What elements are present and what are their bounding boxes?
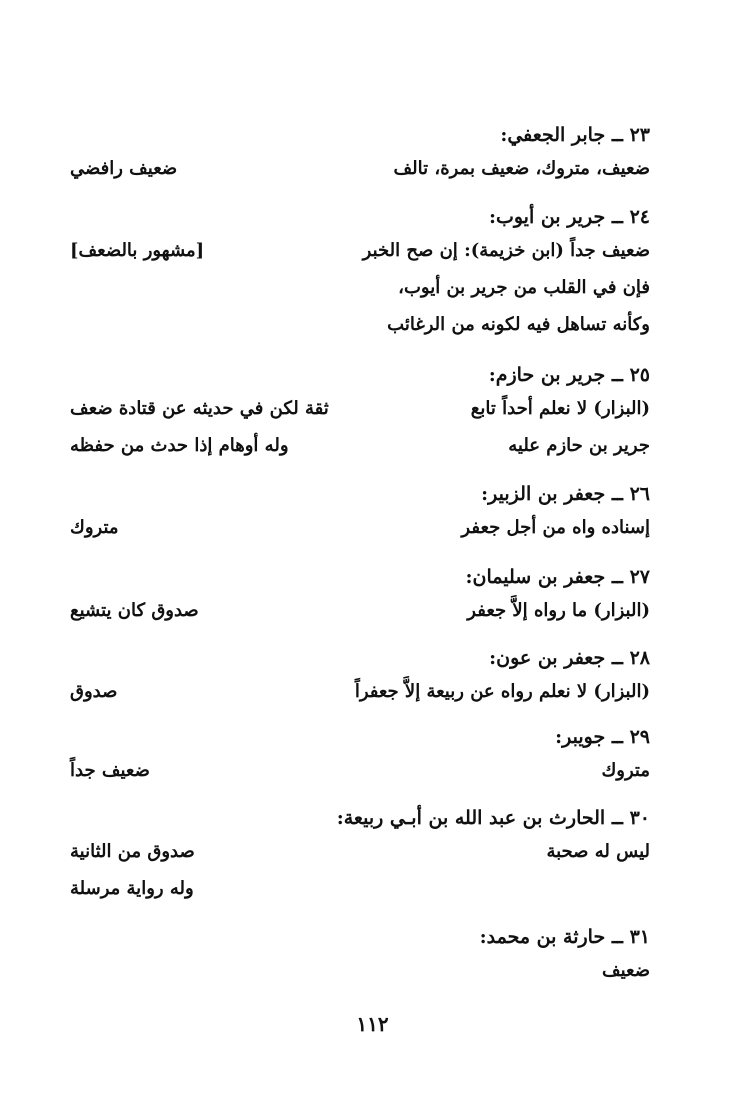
entry-grade: صدوق xyxy=(70,681,118,702)
entry-text: (البزار) ما رواه إلاَّ جعفر xyxy=(467,600,650,621)
entry-row xyxy=(70,954,650,991)
entry-heading: ٢٤ ــ جرير بن أيوب: xyxy=(488,206,650,228)
entry-text: متروك xyxy=(601,760,650,781)
narrator-entry xyxy=(70,200,650,345)
entry-grade: ضعيف جداً xyxy=(70,760,150,781)
entry-grade: وله أوهام إذا حدث من حفظه xyxy=(70,435,289,456)
entry-grade: صدوق من الثانية xyxy=(70,841,195,862)
entry-text: ضعيف، متروك، ضعيف بمرة، تالف xyxy=(393,158,650,179)
narrator-entry xyxy=(70,920,650,991)
entry-row xyxy=(70,392,650,429)
entry-row xyxy=(70,675,650,712)
entry-heading: ٢٧ ــ جعفر بن سليمان: xyxy=(465,566,650,588)
entry-row xyxy=(70,308,650,345)
entry-row xyxy=(70,594,650,631)
narrator-entry xyxy=(70,358,650,466)
narrator-entry xyxy=(70,477,650,548)
entry-heading: ٣١ ــ حارثة بن محمد: xyxy=(479,926,650,948)
entry-text: إسناده واه من أجل جعفر xyxy=(461,517,650,538)
entry-grade: متروك xyxy=(70,517,119,538)
entry-row xyxy=(70,234,650,271)
entry-text: (البزار) لا نعلم رواه عن ربيعة إلاَّ جعفراً xyxy=(354,681,650,702)
entry-row xyxy=(70,835,650,872)
narrator-entry xyxy=(70,720,650,791)
entry-heading: ٢٥ ــ جرير بن حازم: xyxy=(488,364,650,386)
entry-grade: ضعيف رافضي xyxy=(70,158,178,179)
entry-row xyxy=(70,271,650,308)
entry-row xyxy=(70,429,650,466)
narrator-entry xyxy=(70,118,650,189)
entry-heading: ٢٣ ــ جابر الجعفي: xyxy=(500,124,650,146)
entry-text: جرير بن حازم عليه xyxy=(508,435,650,456)
page-number: ١١٢ xyxy=(356,1012,389,1036)
entry-text: ضعيف جداً (ابن خزيمة): إن صح الخبر xyxy=(362,240,650,261)
entry-grade: [مشهور بالضعف] xyxy=(70,240,205,261)
entry-text: وكأنه تساهل فيه لكونه من الرغائب xyxy=(387,314,650,335)
entry-text: ضعيف xyxy=(601,960,650,981)
entry-heading: ٢٩ ــ جويبر: xyxy=(555,726,650,748)
entry-row xyxy=(70,152,650,189)
entry-text: (البزار) لا نعلم أحداً تابع xyxy=(470,398,650,419)
entry-row xyxy=(70,511,650,548)
narrator-entry xyxy=(70,801,650,909)
entry-row xyxy=(70,754,650,791)
entry-grade: وله رواية مرسلة xyxy=(70,878,194,899)
entry-heading: ٢٨ ــ جعفر بن عون: xyxy=(489,647,650,669)
entry-text: فإن في القلب من جرير بن أيوب، xyxy=(398,277,650,298)
entry-grade: ثقة لكن في حديثه عن قتادة ضعف xyxy=(70,398,329,419)
entry-grade: صدوق كان يتشيع xyxy=(70,600,199,621)
entry-row xyxy=(70,872,650,909)
narrator-entry xyxy=(70,641,650,712)
entry-heading: ٢٦ ــ جعفر بن الزبير: xyxy=(481,483,650,505)
entry-heading: ٣٠ ــ الحارث بن عبد الله بن أبـي ربيعة: xyxy=(336,807,650,829)
narrator-entry xyxy=(70,560,650,631)
entry-text: ليس له صحبة xyxy=(546,841,650,862)
